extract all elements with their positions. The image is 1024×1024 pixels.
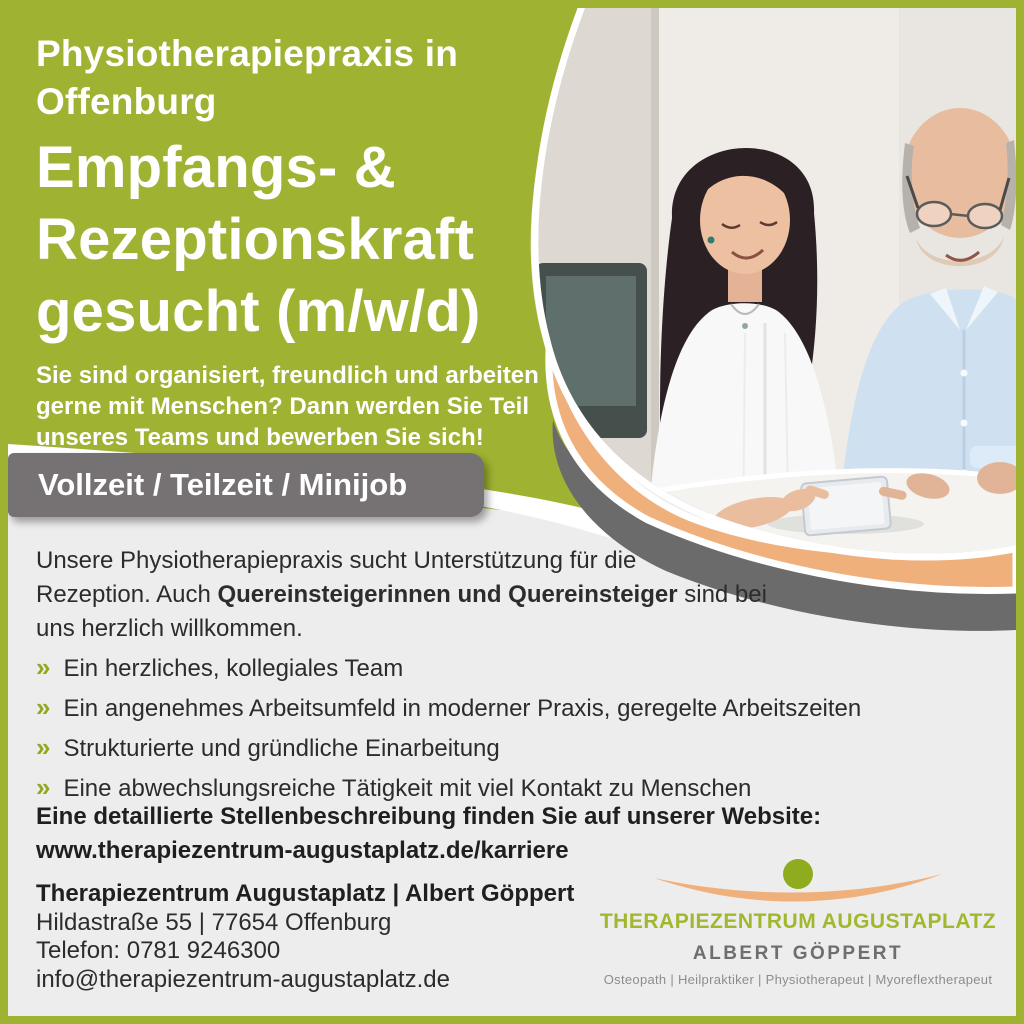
about-line: uns herzlich willkommen. [36, 615, 303, 642]
company-email-link[interactable]: info@therapiezentrum-augustaplatz.de [36, 965, 450, 993]
company-address: Hildastraße 55 | 77654 Offenburg [36, 908, 392, 936]
website-url-link[interactable]: www.therapiezentrum-augustaplatz.de/karriere [36, 837, 569, 864]
list-item: » Ein angenehmes Arbeitsumfeld in moderner Praxis, geregelte Arbeitszeiten [36, 692, 862, 722]
company-name: Therapiezentrum Augustaplatz | Albert Göppert [36, 880, 575, 907]
list-item: » Strukturierte und gründliche Einarbeitung [36, 732, 500, 762]
chevron-bullet-icon: » [36, 772, 51, 802]
job-headline: Empfangs- & Rezeptionskraft gesucht (m/w/d) [36, 135, 481, 344]
about-paragraph [36, 544, 767, 646]
list-item: » Ein herzliches, kollegiales Team [36, 652, 404, 682]
logo-services-text: Osteopath | Heilpraktiker | Physiotherapeut | Myoreflextherapeut [603, 972, 993, 987]
page-title: Physiotherapiepraxis in Offenburg [36, 33, 459, 122]
poster-content-area [8, 8, 1016, 1016]
company-logo [596, 858, 1000, 987]
logo-swoosh-icon [648, 858, 948, 906]
chevron-bullet-icon: » [36, 652, 51, 682]
about-line: Rezeption. Auch Quereinsteigerinnen und Quereinsteiger sind bei [36, 581, 767, 608]
employment-type-label: Vollzeit / Teilzeit / Minijob [38, 467, 408, 502]
hero-intro-text: Sie sind organisiert, freundlich und arbeiten gerne mit Menschen? Dann werden Sie Teil unseres Teams und bewerben Sie sich! [36, 362, 539, 451]
list-item: » Eine abwechslungsreiche Tätigkeit mit viel Kontakt zu Menschen [36, 772, 752, 802]
photo-tablet [801, 476, 891, 535]
contact-block [36, 880, 574, 994]
website-prompt: Eine detaillierte Stellenbeschreibung finden Sie auf unserer Website: [36, 803, 822, 830]
company-phone: Telefon: 0781 9246300 [36, 937, 281, 964]
benefits-list [36, 648, 861, 808]
about-line: Unsere Physiotherapiepraxis sucht Unterstützung für die [36, 547, 637, 574]
chevron-bullet-icon: » [36, 692, 51, 722]
chevron-bullet-icon: » [36, 732, 51, 762]
highlight-text: Quereinsteigerinnen und Quereinsteiger [217, 581, 678, 608]
employment-type-banner [8, 453, 484, 517]
logo-brand-text: THERAPIEZENTRUM AUGUSTAPLATZ [599, 910, 997, 933]
logo-owner-text: ALBERT GÖPPERT [692, 943, 904, 964]
